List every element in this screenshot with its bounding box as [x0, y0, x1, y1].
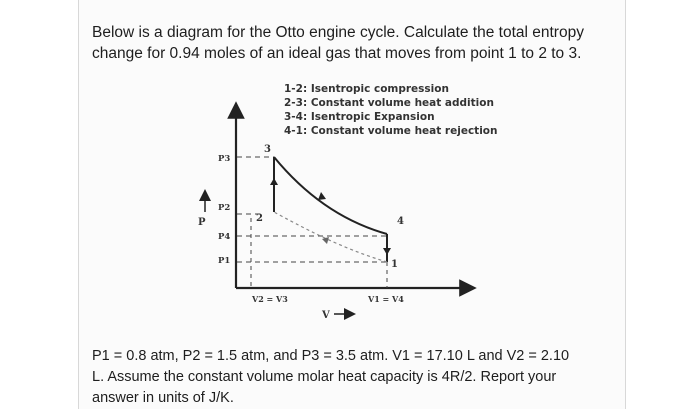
tick-p4: P4: [218, 232, 231, 242]
arrow-2-3-icon: [270, 178, 278, 185]
given-line-2: L. Assume the constant volume molar heat capacity is 4R/2. Report your: [92, 369, 557, 385]
path-3-4: [274, 157, 387, 234]
legend-item-4-1: 4-1: Constant volume heat rejection: [284, 125, 498, 137]
point-label-1: 1: [391, 259, 398, 270]
volume-guides: [251, 218, 387, 288]
point-label-3: 3: [264, 144, 271, 155]
legend-item-1-2: 1-2: Isentropic compression: [284, 83, 449, 95]
point-label-4: 4: [397, 216, 404, 227]
tick-v2-v3: V2 = V3: [252, 294, 288, 304]
question-line-1: Below is a diagram for the Otto engine cycle. Calculate the total entropy: [92, 24, 584, 41]
path-1-2: [274, 212, 387, 262]
legend-item-3-4: 3-4: Isentropic Expansion: [284, 111, 435, 123]
arrow-3-4-icon: [318, 192, 326, 200]
process-legend: [284, 82, 497, 138]
tick-p2: P2: [218, 203, 231, 213]
arrow-4-1-icon: [383, 248, 391, 255]
question-line-2: change for 0.94 moles of an ideal gas that moves from point 1 to 2 to 3.: [92, 45, 582, 62]
given-values-text: [92, 346, 592, 409]
y-axis-label: P: [198, 217, 206, 228]
pressure-guides: [237, 157, 387, 262]
given-line-3: answer in units of J/K.: [92, 390, 234, 406]
point-label-2: 2: [256, 213, 263, 224]
tick-p3: P3: [218, 154, 231, 164]
given-line-1: P1 = 0.8 atm, P2 = 1.5 atm, and P3 = 3.5 atm. V1 = 17.10 L and V2 = 2.10: [92, 348, 570, 364]
x-axis-label: V: [322, 310, 330, 321]
arrow-1-2-icon: [322, 237, 329, 244]
tick-p1: P1: [218, 256, 231, 266]
tick-v1-v4: V1 = V4: [368, 294, 404, 304]
legend-item-2-3: 2-3: Constant volume heat addition: [284, 97, 494, 109]
